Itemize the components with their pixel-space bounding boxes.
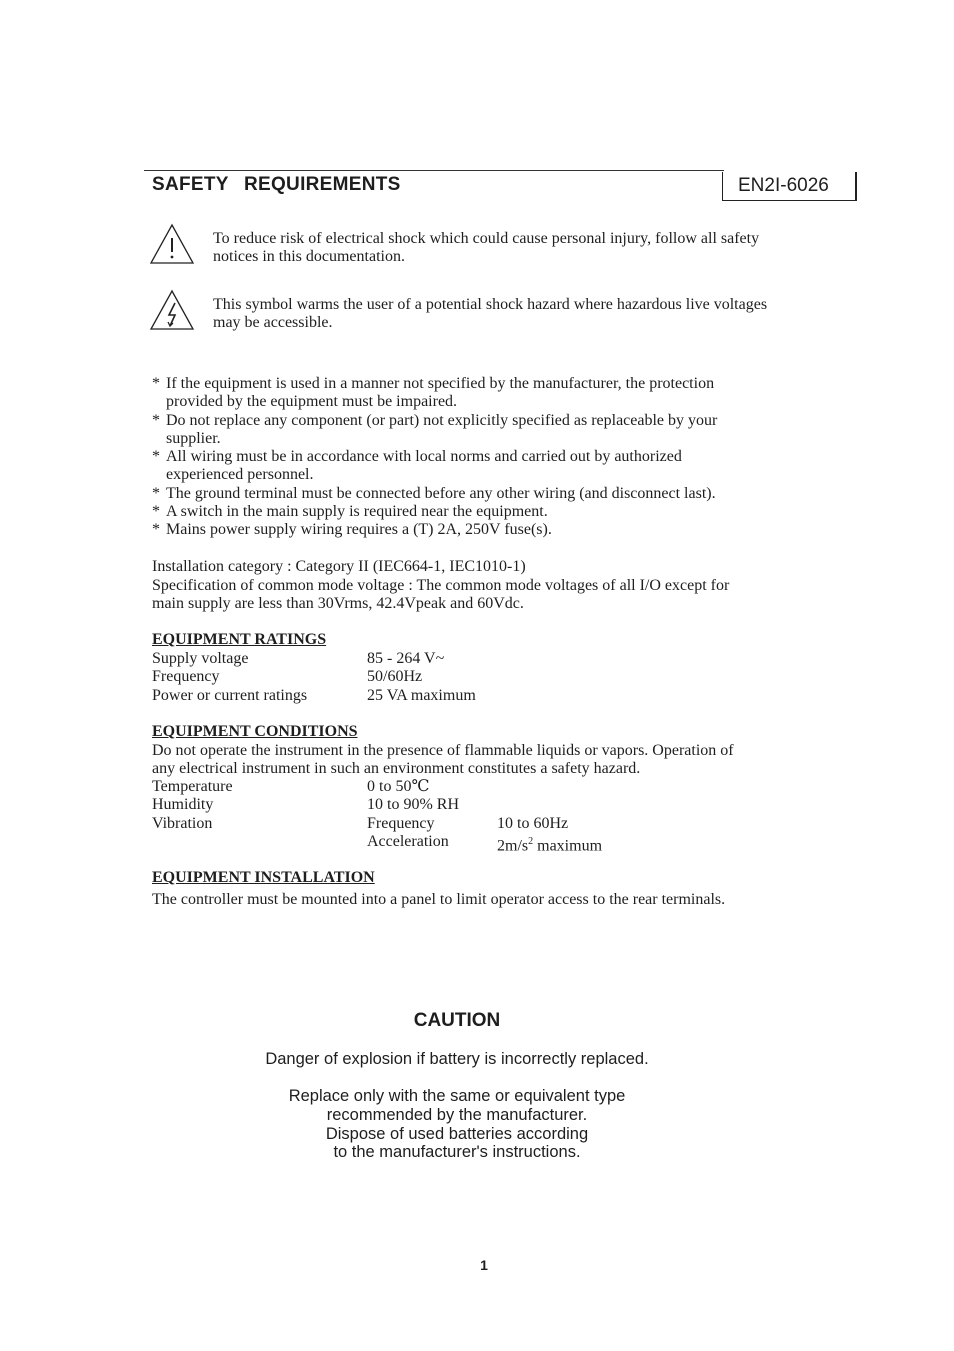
condition-label: Temperature — [152, 778, 233, 795]
installation-heading: EQUIPMENT INSTALLATION — [152, 869, 375, 886]
condition-sub-value: 10 to 60Hz — [497, 815, 569, 832]
bullet-line: supplier. — [166, 429, 221, 447]
caution-line: to the manufacturer's instructions. — [333, 1143, 581, 1161]
list-item — [152, 412, 842, 449]
rating-value: 50/60Hz — [367, 668, 423, 685]
bullet-marker: * — [152, 521, 160, 539]
electric-shock-triangle-icon — [148, 288, 196, 332]
bullet-line: experienced personnel. — [166, 466, 314, 484]
condition-value: 0 to 50℃ — [367, 778, 430, 795]
warning-line: may be accessible. — [213, 314, 333, 331]
warning-text-shock — [213, 296, 863, 332]
conditions-line: Do not operate the instrument in the presence of flammable liquids or vapors. Operation of — [152, 742, 734, 759]
conditions-heading: EQUIPMENT CONDITIONS — [152, 723, 358, 740]
acceleration-unit: 2m/s — [497, 837, 529, 855]
table-row — [152, 650, 852, 668]
bullet-line: A switch in the main supply is required near the equipment. — [166, 503, 548, 521]
warning-triangle-icon — [148, 222, 196, 266]
safety-bullet-list — [152, 375, 842, 540]
bullet-marker: * — [152, 375, 160, 392]
table-row — [152, 796, 852, 814]
condition-label: Vibration — [152, 815, 213, 832]
bullet-line: Mains power supply wiring requires a (T) 2A, 250V fuse(s). — [166, 521, 552, 539]
doc-code: EN2I-6026 — [738, 175, 829, 196]
table-row — [152, 778, 852, 796]
list-item — [152, 521, 842, 539]
bullet-line: Do not replace any component (or part) not explicitly specified as replaceable by your — [166, 411, 718, 429]
warning-line: To reduce risk of electrical shock which could cause personal injury, follow all safety — [213, 230, 760, 247]
table-row — [152, 833, 852, 855]
bullet-line: provided by the equipment must be impaired. — [166, 393, 458, 411]
list-item — [152, 485, 842, 503]
caution-line: recommended by the manufacturer. — [326, 1106, 588, 1124]
warning-text-general — [213, 230, 863, 266]
list-item — [152, 375, 842, 412]
rating-value: 25 VA maximum — [367, 687, 476, 704]
rating-label: Power or current ratings — [152, 687, 308, 704]
caution-title: CAUTION — [413, 1010, 501, 1031]
bullet-line: If the equipment is used in a manner not specified by the manufacturer, the protection — [166, 375, 715, 392]
bullet-marker: * — [152, 411, 160, 429]
installation-category: Installation category : Category II (IEC664-1, IEC1010-1) — [152, 558, 526, 575]
caution-line: Danger of explosion if battery is incorrectly replaced. — [265, 1050, 649, 1068]
warning-line: This symbol warms the user of a potential shock hazard where hazardous live voltages — [213, 296, 768, 313]
table-row — [152, 668, 852, 686]
common-mode-spec — [152, 577, 842, 614]
page-number: 1 — [480, 1257, 488, 1273]
page-title: SAFETY REQUIREMENTS — [152, 174, 401, 195]
installation-text: The controller must be mounted into a panel to limit operator access to the rear terminals. — [152, 891, 726, 908]
list-item — [152, 503, 842, 521]
rating-label: Supply voltage — [152, 650, 249, 667]
common-mode-line: main supply are less than 30Vrms, 42.4Vpeak and 60Vdc. — [152, 595, 524, 613]
bullet-marker: * — [152, 503, 160, 521]
conditions-text — [152, 742, 842, 779]
caution-line: Dispose of used batteries according — [325, 1125, 589, 1143]
common-mode-line: Specification of common mode voltage : The common mode voltages of all I/O except for — [152, 577, 730, 594]
condition-value: 10 to 90% RH — [367, 796, 459, 813]
condition-sub-label: Acceleration — [367, 833, 449, 850]
bullet-marker: * — [152, 448, 160, 466]
list-item — [152, 448, 842, 485]
table-row — [152, 687, 852, 705]
condition-sub-label: Frequency — [367, 815, 435, 832]
caution-line: Replace only with the same or equivalent type — [288, 1087, 626, 1105]
condition-sub-value — [497, 833, 602, 856]
acceleration-exponent: 2 — [528, 836, 534, 847]
ratings-heading: EQUIPMENT RATINGS — [152, 631, 327, 648]
bullet-line: All wiring must be in accordance with local norms and carried out by authorized — [166, 448, 682, 466]
warning-line: notices in this documentation. — [213, 248, 405, 265]
table-row — [152, 815, 852, 833]
header-rule — [144, 170, 724, 171]
rating-label: Frequency — [152, 668, 220, 685]
conditions-line: any electrical instrument in such an environment constitutes a safety hazard. — [152, 760, 641, 778]
condition-label: Humidity — [152, 796, 214, 813]
bullet-marker: * — [152, 484, 160, 502]
rating-value: 85 - 264 V~ — [367, 650, 445, 667]
acceleration-tail: maximum — [533, 837, 603, 855]
bullet-line: The ground terminal must be connected before any other wiring (and disconnect last). — [166, 484, 716, 502]
